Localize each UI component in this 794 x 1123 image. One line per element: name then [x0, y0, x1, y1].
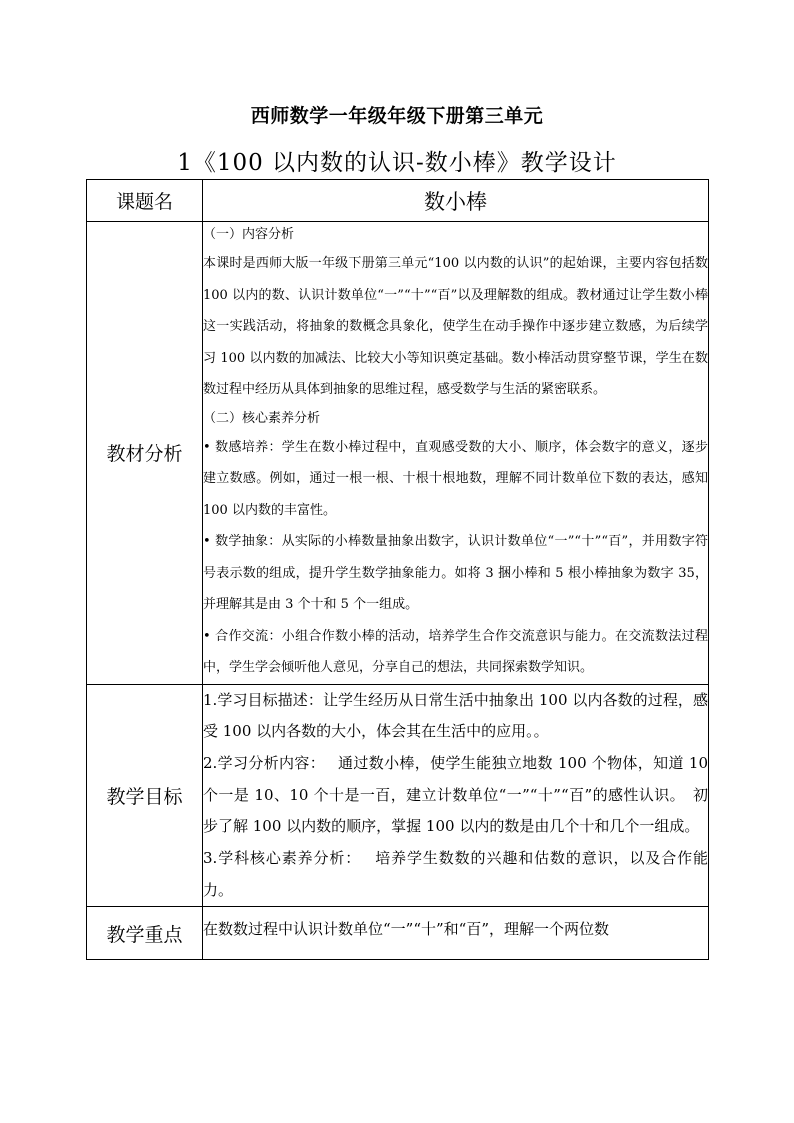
table-row-key-points — [87, 907, 709, 960]
objectives-content — [203, 684, 709, 907]
key-points-label: 教学重点 — [87, 907, 203, 960]
objective-item-1: 1.学习目标描述：让学生经历从日常生活中抽象出 100 以内各数的过程，感受 100 以内各数的大小，体会其在生活中的应用。。 — [203, 690, 708, 741]
core-item-abstraction: • 数学抽象：从实际的小棒数量抽象出数字，认识计数单位“一”“十”“百”，并用数字符号表示数的组成，提升学生数学抽象能力。如将 3 捆小棒和 5 根小棒抽象为数字 35，并理解其是由 3 个十和 5 个一组成。 — [203, 534, 708, 612]
topic-value: 数小棒 — [203, 180, 709, 222]
table-row-analysis — [87, 222, 709, 685]
key-points-text: 在数数过程中认识计数单位“一”“十”和“百”，理解一个两位数 — [203, 907, 709, 960]
core-item-cooperation: • 合作交流：小组合作数小棒的活动，培养学生合作交流意识与能力。在交流数法过程中，学生学会倾听他人意见，分享自己的想法，共同探索数学知识。 — [203, 628, 708, 675]
analysis-label: 教材分析 — [87, 222, 203, 685]
objectives-label: 教学目标 — [87, 684, 203, 907]
table-row-objectives — [87, 684, 709, 907]
objective-item-3: 3.学科核心素养分析： 培养学生数数的兴趣和估数的意识，以及合作能力。 — [203, 849, 708, 899]
core-literacy-heading: （二）核心素养分析 — [203, 410, 321, 426]
analysis-content — [203, 222, 709, 685]
content-analysis-text: 本课时是西师大版一年级下册第三单元“100 以内数的认识”的起始课，主要内容包括数 100 以内的数、认识计数单位“一”“十”“百”以及理解数的组成。教材通过让学生数小棒这一实践活动，将抽象的数概念具象化，使学生在动手操作中逐步建立数感，为后续学习 100 以内数的加减法、比较大小等知识奠定基础。数小棒活动贯穿整节课，学生在数数过程中经历从具体到抽象的思维过程，感受数学与生活的紧密联系。 — [203, 256, 708, 397]
topic-label: 课题名 — [87, 180, 203, 222]
content-analysis-heading: （一）内容分析 — [203, 227, 295, 242]
objective-item-2: 2.学习分析内容： 通过数小棒，使学生能独立地数 100 个物体，知道 10 个一是 10、10 个十是一百，建立计数单位“一”“十”“百”的感性认识。 初步了解 100 以内数的顺序，掌握 100 以内的数是由几个十和几个一组成。 — [203, 753, 708, 836]
table-row-topic — [87, 180, 709, 222]
document-title: 西师数学一年级年级下册第三单元 — [250, 105, 544, 127]
lesson-plan-table — [86, 179, 709, 960]
lesson-title: 1《100 以内数的认识-数小棒》教学设计 — [177, 150, 617, 176]
core-item-number-sense: • 数感培养：学生在数小棒过程中，直观感受数的大小、顺序，体会数字的意义，逐步建立数感。例如，通过一根一根、十根十根地数，理解不同计数单位下数的表达，感知 100 以内数的丰富性。 — [203, 439, 708, 518]
